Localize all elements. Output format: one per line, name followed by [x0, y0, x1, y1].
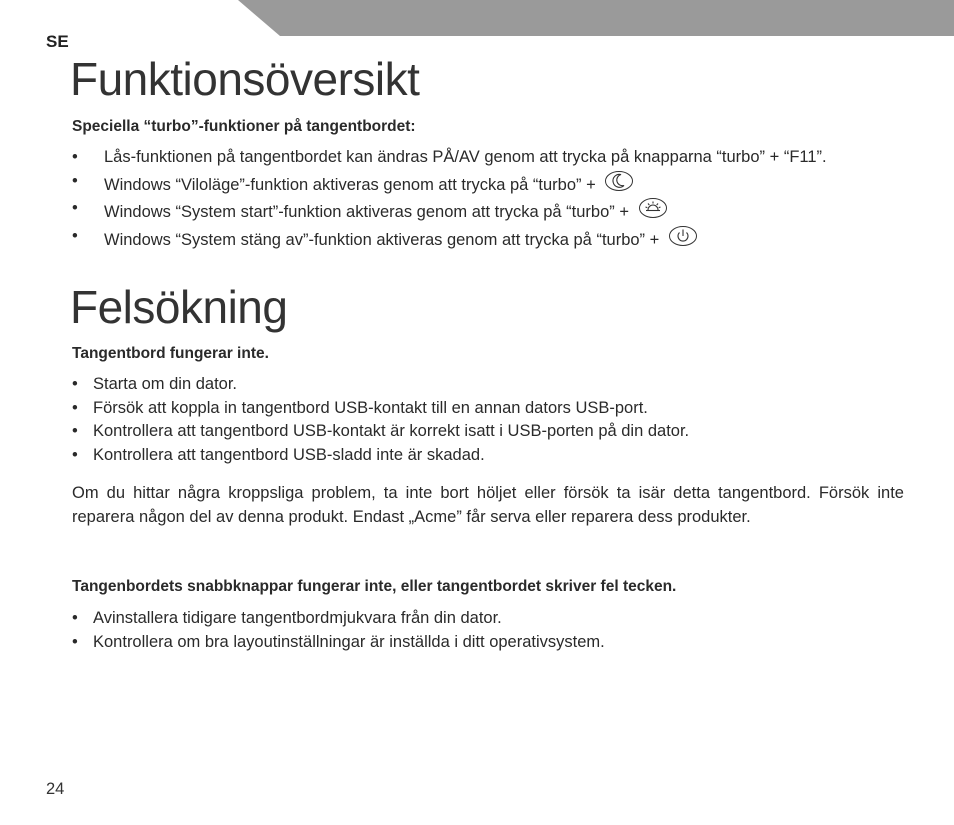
bullet: • [72, 171, 78, 190]
warning-paragraph: Om du hittar några kroppsliga problem, ta inte bort höljet eller försök ta isär detta tangentbord. Försök inte reparera någon del av denna produkt. Endast „Acme” får serva eller reparera dess produkter. [72, 484, 904, 526]
bullet: • [72, 398, 78, 417]
list-item: • Starta om din dator. [72, 373, 904, 397]
list-item: • Avinstallera tidigare tangentbordmjukvara från din dator. [72, 607, 904, 631]
section-subtitle-hotkeys-not-working: Tangenbordets snabbknappar fungerar inte, eller tangentbordet skriver fel tecken. [72, 578, 677, 595]
list-item: • Lås-funktionen på tangentbordet kan ändras PÅ/AV genom att trycka på knapparna “turbo” + “F11”. [72, 146, 904, 170]
bullet: • [72, 609, 78, 627]
bullet: • [72, 226, 78, 245]
section-subtitle-keyboard-not-working: Tangentbord fungerar inte. [72, 345, 269, 362]
list-item: • Kontrollera att tangentbord USB-kontakt är korrekt isatt i USB-porten på din dator. [72, 420, 904, 444]
language-code: SE [46, 32, 69, 51]
list-item: • Kontrollera om bra layoutinställningar är inställda i ditt operativsystem. [72, 631, 904, 655]
wake-sun-icon [638, 197, 668, 219]
list-item: • Windows “System start”-funktion aktiveras genom att trycka på “turbo” + [72, 197, 904, 225]
bullet: • [72, 632, 78, 651]
section-title-troubleshooting: Felsökning [70, 281, 288, 333]
list-item: • Windows “Viloläge”-funktion aktiveras genom att trycka på “turbo” + [72, 170, 904, 198]
hotkey-fix-list [72, 607, 904, 654]
page-number: 24 [46, 780, 65, 798]
section-subtitle-turbo: Speciella “turbo”-funktioner på tangentbordet: [72, 118, 416, 135]
header-tab-bar [0, 0, 954, 36]
bullet: • [72, 445, 78, 464]
list-item: • Försök att koppla in tangentbord USB-kontakt till en annan dators USB-port. [72, 397, 904, 421]
sleep-moon-icon [604, 170, 634, 192]
power-icon [668, 225, 698, 247]
list-item: • Kontrollera att tangentbord USB-sladd inte är skadad. [72, 444, 904, 468]
bullet: • [72, 199, 78, 217]
turbo-function-list [72, 146, 904, 252]
bullet: • [72, 422, 78, 440]
bullet: • [72, 148, 78, 166]
list-item: • Windows “System stäng av”-funktion aktiveras genom att trycka på “turbo” + [72, 225, 904, 253]
section-title-overview: Funktionsöversikt [70, 53, 420, 105]
keyboard-fix-list [72, 373, 904, 467]
bullet: • [72, 375, 78, 393]
